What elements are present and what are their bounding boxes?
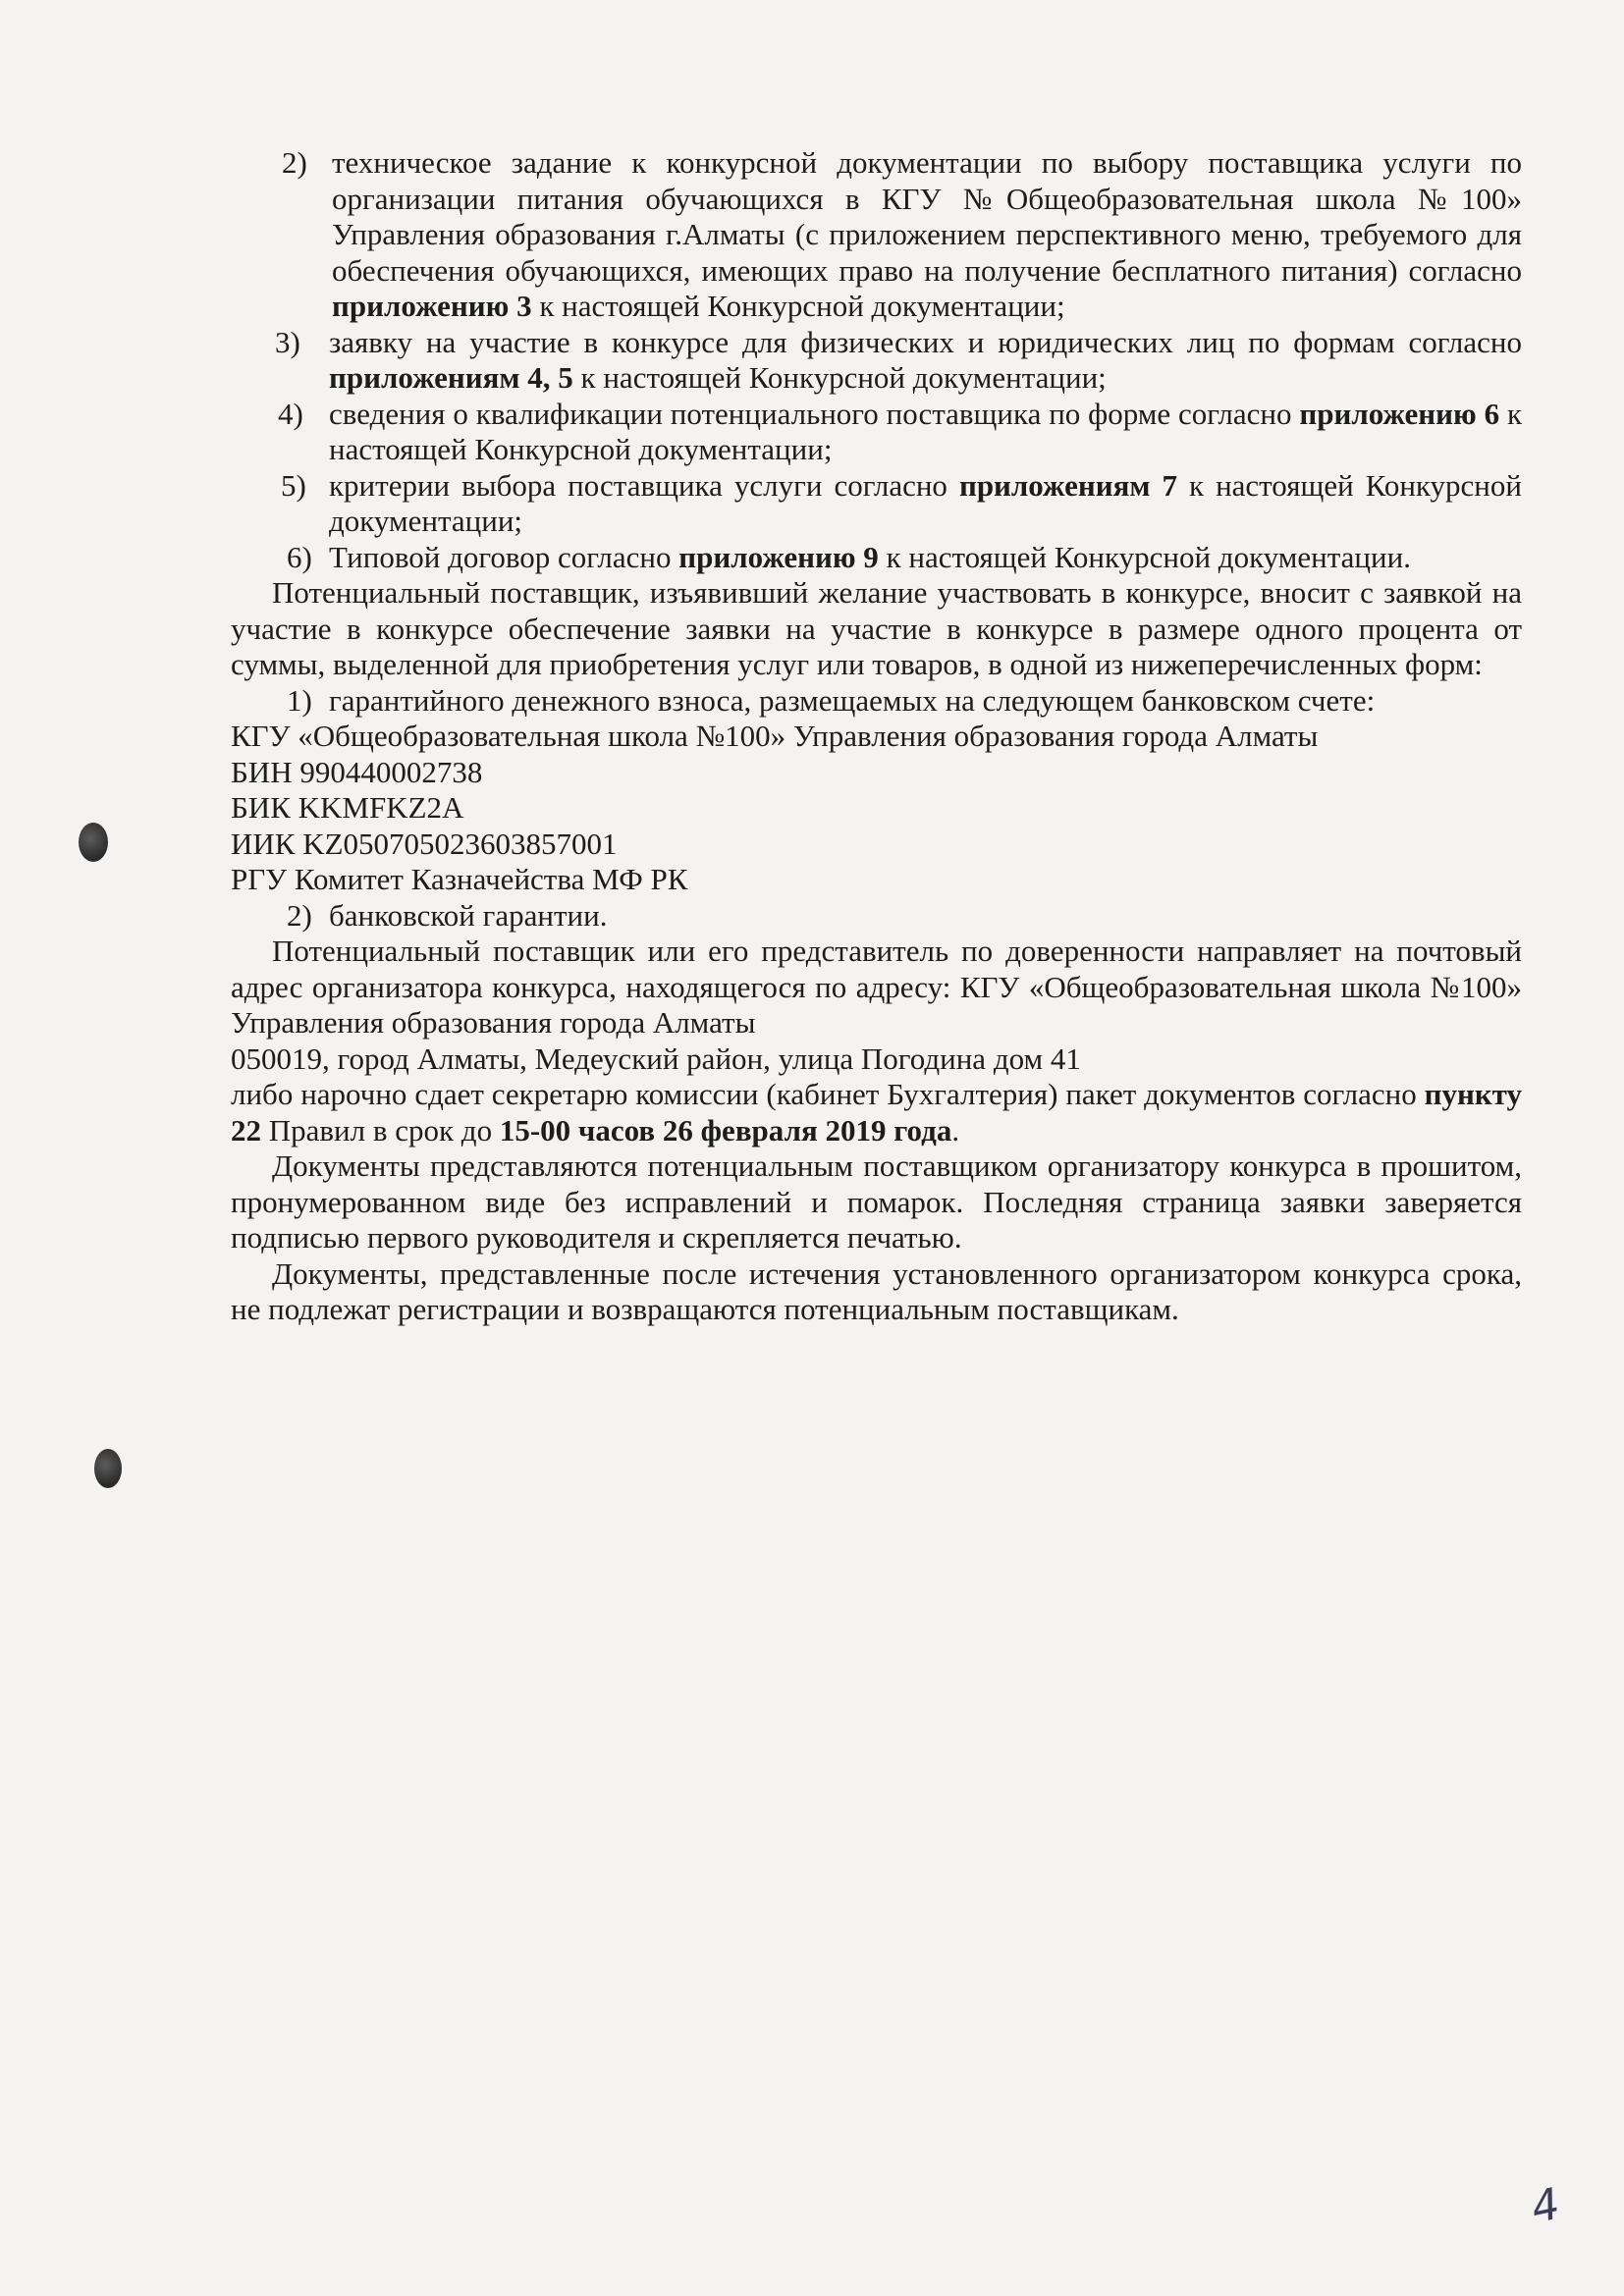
deadline-text: . xyxy=(951,1112,960,1148)
handwritten-page-number: 4 xyxy=(1527,2178,1564,2234)
bank-bin: БИН 990440002738 xyxy=(231,754,483,789)
bank-org: КГУ «Общеобразовательная школа №100» Управления образования города Алматы xyxy=(231,719,1319,753)
list-item-4 xyxy=(231,397,1522,468)
bank-rgu: РГУ Комитет Казначейства МФ РК xyxy=(231,862,688,896)
list-number: 4) xyxy=(278,396,303,431)
bank-bik: БИК KKMFKZ2A xyxy=(231,790,464,825)
list-number: 3) xyxy=(275,324,300,359)
list-text: критерии выбора поставщика услуги согласно xyxy=(329,467,959,503)
postal-address: 050019, город Алматы, Медеуский район, улица Погодина дом 41 xyxy=(231,1041,1081,1076)
list-text: к настоящей Конкурсной документации; xyxy=(329,467,1522,538)
list-text: банковской гарантии. xyxy=(329,897,608,933)
rule-reference: пункту 22 xyxy=(231,1077,1522,1148)
punch-hole-lower xyxy=(94,1449,122,1488)
list-text: к настоящей Конкурсной документации; xyxy=(572,360,1107,395)
list-item-3 xyxy=(231,325,1522,397)
bank-iik: ИИК KZ050705023603857001 xyxy=(231,826,618,861)
list-text: техническое задание к конкурсной документации по выбору поставщика услуги по организации питания обучающихся в КГУ №Общеобразовательная школа №100» Управления образования г.Алматы (с приложением перспективного меню, требуемого для обеспечения обучающихся, имеющих право на получение бесплатного питания) согласно xyxy=(332,145,1522,288)
list-item-2 xyxy=(231,145,1522,325)
list-text: сведения о квалификации потенциального поставщика по форме согласно xyxy=(329,396,1300,431)
list-item-6 xyxy=(231,540,1522,576)
punch-hole-upper xyxy=(79,823,108,862)
delivery-paragraph: Потенциальный поставщик или его представитель по доверенности направляет на почтовый адрес организатора конкурса, находящегося по адресу: КГУ «Общеобразовательная школа №100» Управления образования города Алматы xyxy=(231,934,1522,1040)
form-item-2 xyxy=(231,898,1522,934)
appendix-reference: приложению 9 xyxy=(678,539,879,574)
list-number: 1) xyxy=(287,682,312,718)
list-number: 5) xyxy=(281,467,306,503)
list-text: к настоящей Конкурсной документации; xyxy=(329,396,1523,466)
list-text: к настоящей Конкурсной документации. xyxy=(878,539,1411,574)
late-documents-paragraph: Документы, представленные после истечения установленного организатором конкурса срока, не подлежат регистрации и возвращаются потенциальным поставщикам. xyxy=(231,1255,1522,1326)
list-number: 2) xyxy=(282,145,307,180)
deadline-date: 15-00 часов 26 февраля 2019 года xyxy=(499,1112,952,1148)
list-text: Типовой договор согласно xyxy=(329,539,679,574)
list-text: гарантийного денежного взноса, размещаемых на следующем банковском счете: xyxy=(329,682,1376,718)
list-text: заявку на участие в конкурсе для физических и юридических лиц по формам согласно xyxy=(329,324,1522,359)
form-item-1 xyxy=(231,683,1522,720)
appendix-reference: приложению 6 xyxy=(1299,396,1500,431)
document-body xyxy=(231,145,1522,1328)
deadline-paragraph xyxy=(231,1077,1522,1148)
security-paragraph: Потенциальный поставщик, изъявивший желание участвовать в конкурсе, вносит с заявкой на участие в конкурсе обеспечение заявки на участие в конкурсе в размере одного процента от суммы, выделенной для приобретения услуг или товаров, в одной из нижеперечисленных форм: xyxy=(231,575,1522,681)
appendix-reference: приложениям 7 xyxy=(958,467,1177,503)
list-text: к настоящей Конкурсной документации; xyxy=(531,289,1065,323)
appendix-reference: приложениям 4, 5 xyxy=(329,360,573,395)
documents-paragraph: Документы представляются потенциальным поставщиком организатору конкурса в прошитом, пронумерованном виде без исправлений и помарок. Последняя страница заявки заверяется подписью первого руководителя и скрепляется печатью. xyxy=(231,1148,1522,1255)
appendix-reference: приложению 3 xyxy=(332,289,532,323)
deadline-text: Правил в срок до xyxy=(261,1112,500,1148)
list-item-5 xyxy=(231,468,1522,540)
list-number: 6) xyxy=(287,539,312,574)
deadline-text: либо нарочно сдает секретарю комиссии (кабинет Бухгалтерия) пакет документов согласно xyxy=(231,1077,1425,1111)
list-number: 2) xyxy=(287,897,312,933)
